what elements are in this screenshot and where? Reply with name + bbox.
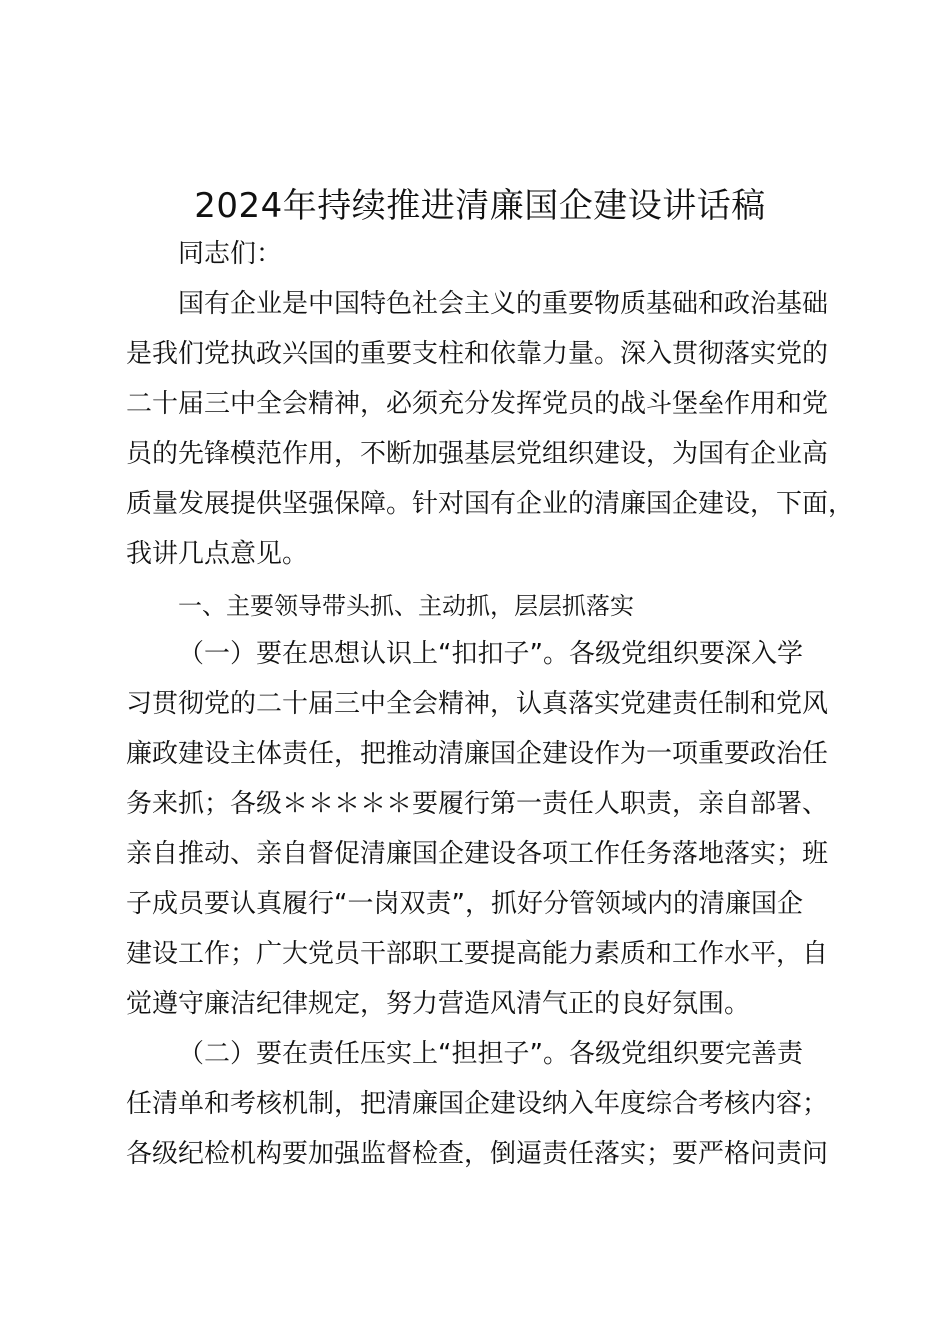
section-heading: 一、主要领导带头抓、主动抓，层层抓落实 xyxy=(178,592,634,620)
document-title: 2024年持续推进清廉国企建设讲话稿 xyxy=(194,186,766,226)
intro-line: 是我们党执政兴国的重要支柱和依靠力量。深入贯彻落实党的 xyxy=(126,339,829,369)
item2-line: （二）要在责任压实上“担担子”。各级党组织要完善责 xyxy=(178,1039,803,1069)
intro-line: 二十届三中全会精神，必须充分发挥党员的战斗堡垒作用和党 xyxy=(126,389,829,419)
item1-line: 亲自推动、亲自督促清廉国企建设各项工作任务落地落实；班 xyxy=(126,839,829,869)
intro-line: 员的先锋模范作用，不断加强基层党组织建设，为国有企业高 xyxy=(126,439,829,469)
item1-line: 务来抓；各级＊＊＊＊＊要履行第一责任人职责，亲自部署、 xyxy=(126,789,829,819)
intro-line: 我讲几点意见。 xyxy=(126,539,309,569)
item1-line: 建设工作；广大党员干部职工要提高能力素质和工作水平，自 xyxy=(126,939,829,969)
salutation: 同志们： xyxy=(178,239,283,269)
item2-line: 任清单和考核机制，把清廉国企建设纳入年度综合考核内容； xyxy=(126,1089,829,1119)
item1-line: 廉政建设主体责任，把推动清廉国企建设作为一项重要政治任 xyxy=(126,739,829,769)
item2-line: 各级纪检机构要加强监督检查，倒逼责任落实；要严格问责问 xyxy=(126,1139,829,1169)
item1-line: （一）要在思想认识上“扣扣子”。各级党组织要深入学 xyxy=(178,639,803,669)
intro-line: 国有企业是中国特色社会主义的重要物质基础和政治基础 xyxy=(178,289,829,319)
item1-line: 习贯彻党的二十届三中全会精神，认真落实党建责任制和党风 xyxy=(126,689,829,719)
intro-line: 质量发展提供坚强保障。针对国有企业的清廉国企建设，下面， xyxy=(126,489,855,519)
item1-line: 觉遵守廉洁纪律规定，努力营造风清气正的良好氛围。 xyxy=(126,989,751,1019)
item1-line: 子成员要认真履行“一岗双责”，抓好分管领域内的清廉国企 xyxy=(126,889,803,919)
